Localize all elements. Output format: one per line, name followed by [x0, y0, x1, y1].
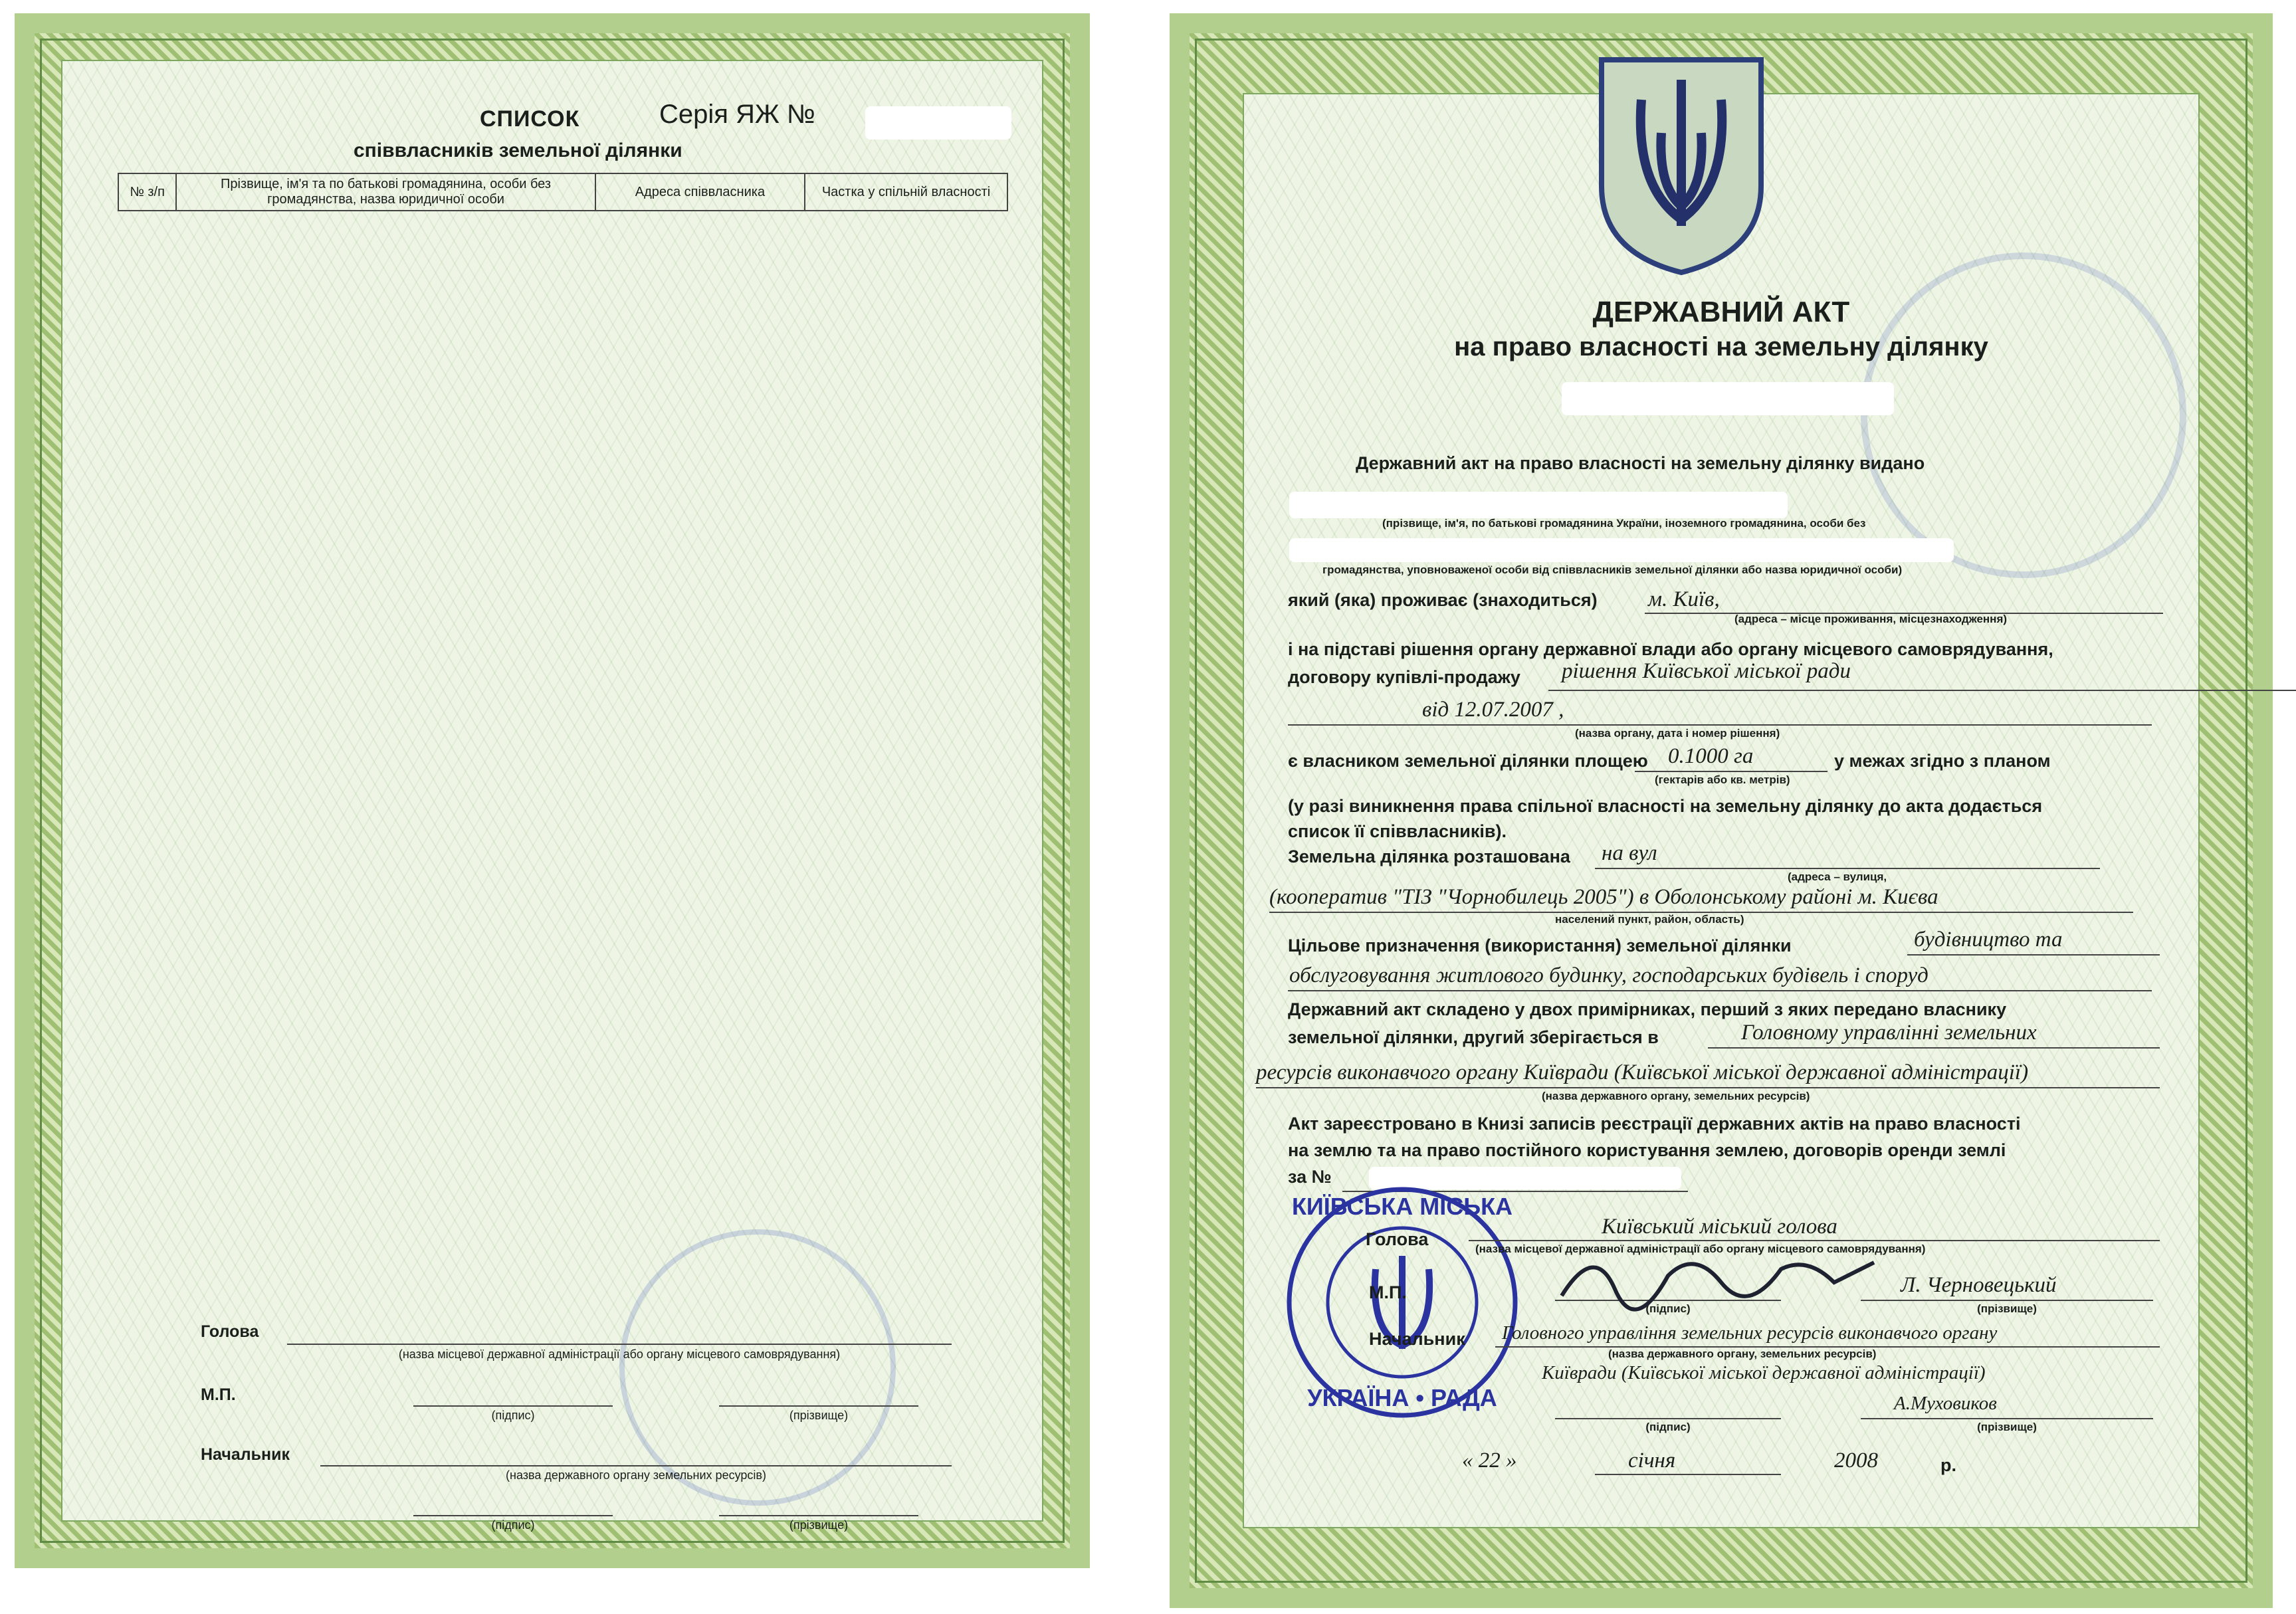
- trident-coat-of-arms-icon: [1595, 53, 1768, 279]
- registry-text-1: Акт зареєстровано в Книзі записів реєстрації державних актів на право власності: [1288, 1114, 2021, 1134]
- signature-line-2: [413, 1515, 613, 1516]
- decision-note: (назва органу, дата і номер рішення): [1575, 727, 1780, 740]
- head-surname: Л. Черновецький: [1901, 1273, 2057, 1297]
- date-year: 2008: [1834, 1449, 1878, 1472]
- chief-label: Начальник: [1369, 1329, 1465, 1349]
- coowners-table: [118, 173, 1008, 211]
- location-value-2: (кооператив "ТІЗ "Чорнобилець 2005") в Оболонському районі м. Києва: [1269, 885, 1938, 909]
- area-line: [1635, 771, 1827, 772]
- resides-value: м. Київ,: [1648, 587, 1720, 611]
- contract-label: договору купівлі-продажу: [1288, 667, 1520, 687]
- svg-text:УКРАЇНА • РАДА: УКРАЇНА • РАДА: [1307, 1384, 1497, 1411]
- signature-note: (підпис): [491, 1409, 535, 1422]
- head-note: (назва місцевої державної адміністрації або органу місцевого самоврядування): [1475, 1243, 1926, 1255]
- signature-note-2: (підпис): [1645, 1421, 1691, 1433]
- redacted-owner-2: [1289, 538, 1954, 562]
- act-subtitle: на право власності на земельну ділянку: [1454, 332, 1988, 361]
- state-act-page: [1170, 13, 2273, 1608]
- purpose-value-1: будівництво та: [1914, 928, 2063, 952]
- page-background: [61, 60, 1043, 1522]
- date-suffix: р.: [1940, 1455, 1956, 1475]
- signature-note-2: (підпис): [491, 1518, 535, 1532]
- copies-text-1: Державний акт складено у двох примірниках, перший з яких передано власнику: [1288, 999, 2007, 1019]
- redacted-series: [1562, 382, 1894, 415]
- faded-seal: [619, 1229, 896, 1506]
- purpose-line-1: [1907, 954, 2160, 956]
- copies-text-2: земельної ділянки, другий зберігається в: [1288, 1027, 1659, 1047]
- chief-value-1: Головного управління земельних ресурсів виконавчого органу: [1502, 1322, 1998, 1344]
- surname-line-2: [719, 1515, 918, 1516]
- copies-value-2: ресурсів виконавчого органу Київради (Київської міської державної адміністрації): [1256, 1060, 2029, 1084]
- series-number: Серія ЯЖ №: [659, 100, 815, 129]
- purpose-label: Цільове призначення (використання) земельної ділянки: [1288, 936, 1792, 956]
- copies-value-1: Головному управлінні земельних: [1741, 1021, 2037, 1045]
- head-note: (назва місцевої державної адміністрації або органу місцевого самоврядування): [398, 1348, 841, 1361]
- chief-label: Начальник: [201, 1445, 290, 1464]
- surname-note-2: (прізвище): [1977, 1421, 2037, 1433]
- chief-note: (назва державного органу, земельних ресурсів): [1608, 1348, 1877, 1360]
- basis-text: і на підставі рішення органу державної влади або органу місцевого самоврядування,: [1288, 639, 2053, 659]
- area-value: 0.1000 га: [1668, 744, 1754, 768]
- decision-line: [1548, 690, 2296, 691]
- signature-line-2: [1555, 1418, 1781, 1419]
- resides-note: (адреса – місце проживання, місцезнаходження): [1734, 613, 2008, 625]
- coowners-list-page: [15, 13, 1090, 1568]
- decision-value: рішення Київської міської ради: [1562, 659, 1851, 683]
- area-suffix: у межах згідно з планом: [1834, 751, 2051, 771]
- surname-line: [719, 1405, 918, 1407]
- head-label: Голова: [201, 1322, 259, 1341]
- location-note-1: (адреса – вулиця,: [1788, 870, 1887, 883]
- chief-value-2: Київради (Київської міської державної адміністрації): [1542, 1362, 1986, 1383]
- coowner-text-1: (у разі виникнення права спільної власності на земельну ділянку до акта додається: [1288, 796, 2043, 816]
- col-number: № з/п: [118, 173, 176, 211]
- purpose-value-2: обслуговування житлового будинку, господарських будівель і споруд: [1289, 963, 1929, 987]
- signature-note: (підпис): [1645, 1302, 1691, 1315]
- copies-line-2: [1256, 1087, 2160, 1088]
- issued-to-text: Державний акт на право власності на земельну ділянку видано: [1356, 453, 1925, 473]
- registry-text-2: на землю та на право постійного користування землею, договорів оренди землі: [1288, 1140, 2006, 1160]
- list-title: СПИСОК: [480, 106, 580, 132]
- surname-note: (прізвище): [789, 1409, 849, 1422]
- registry-label: за №: [1288, 1167, 1332, 1187]
- coowner-text-2: список її співвласників).: [1288, 821, 1507, 841]
- signature-line: [413, 1405, 613, 1407]
- purpose-line-2: [1288, 990, 2152, 991]
- area-note: (гектарів або кв. метрів): [1655, 773, 1790, 786]
- decision-date: від 12.07.2007 ,: [1422, 698, 1564, 722]
- location-line-1: [1595, 868, 2100, 869]
- svg-text:КИЇВСЬКА МІСЬКА: КИЇВСЬКА МІСЬКА: [1291, 1193, 1513, 1220]
- location-label: Земельна ділянка розташована: [1288, 847, 1570, 866]
- owner-note-1: (прізвище, ім'я, по батькові громадянина України, іноземного громадянина, особи без: [1382, 517, 1866, 530]
- owner-note-2: громадянства, уповноваженої особи від співвласників земельної ділянки або назва юридичної особи): [1322, 563, 1903, 576]
- redacted-number: [865, 106, 1011, 140]
- decision-date-line: [1288, 724, 2152, 726]
- chief-line: [320, 1465, 952, 1466]
- surname-note-2: (прізвище): [789, 1518, 849, 1532]
- copies-line-1: [1708, 1047, 2160, 1049]
- col-address: Адреса співвласника: [595, 173, 805, 211]
- head-line: [287, 1344, 952, 1345]
- chief-note: (назва державного органу земельних ресурсів): [506, 1468, 766, 1482]
- area-label: є власником земельної ділянки площею: [1288, 751, 1648, 771]
- head-value: Київський міський голова: [1602, 1215, 1837, 1239]
- act-title: ДЕРЖАВНИЙ АКТ: [1592, 296, 1850, 328]
- copies-note: (назва державного органу, земельних ресурсів): [1542, 1090, 1810, 1102]
- head-label: Голова: [1366, 1229, 1429, 1249]
- chief-surname: А.Муховиков: [1894, 1393, 1997, 1414]
- list-subtitle: співвласників земельної ділянки: [354, 140, 682, 161]
- redacted-owner: [1289, 492, 1788, 518]
- surname-line-2: [1861, 1418, 2153, 1419]
- location-note-2: населений пункт, район, область): [1555, 913, 1744, 926]
- date-day: « 22 »: [1462, 1449, 1517, 1472]
- date-month: січня: [1628, 1449, 1676, 1472]
- date-month-line: [1595, 1474, 1781, 1475]
- col-name: Прізвище, ім'я та по батькові громадянина, особи без громадянства, назва юридичної особи: [176, 173, 595, 211]
- surname-note: (прізвище): [1977, 1302, 2037, 1315]
- resides-label: який (яка) проживає (знаходиться): [1288, 590, 1598, 610]
- location-value-1: на вул: [1602, 841, 1657, 865]
- surname-line: [1861, 1300, 2153, 1301]
- mp-label: М.П.: [1369, 1282, 1407, 1302]
- mp-label: М.П.: [201, 1385, 236, 1404]
- handwritten-signature-icon: [1555, 1236, 1887, 1316]
- col-share: Частка у спільній власності: [805, 173, 1007, 211]
